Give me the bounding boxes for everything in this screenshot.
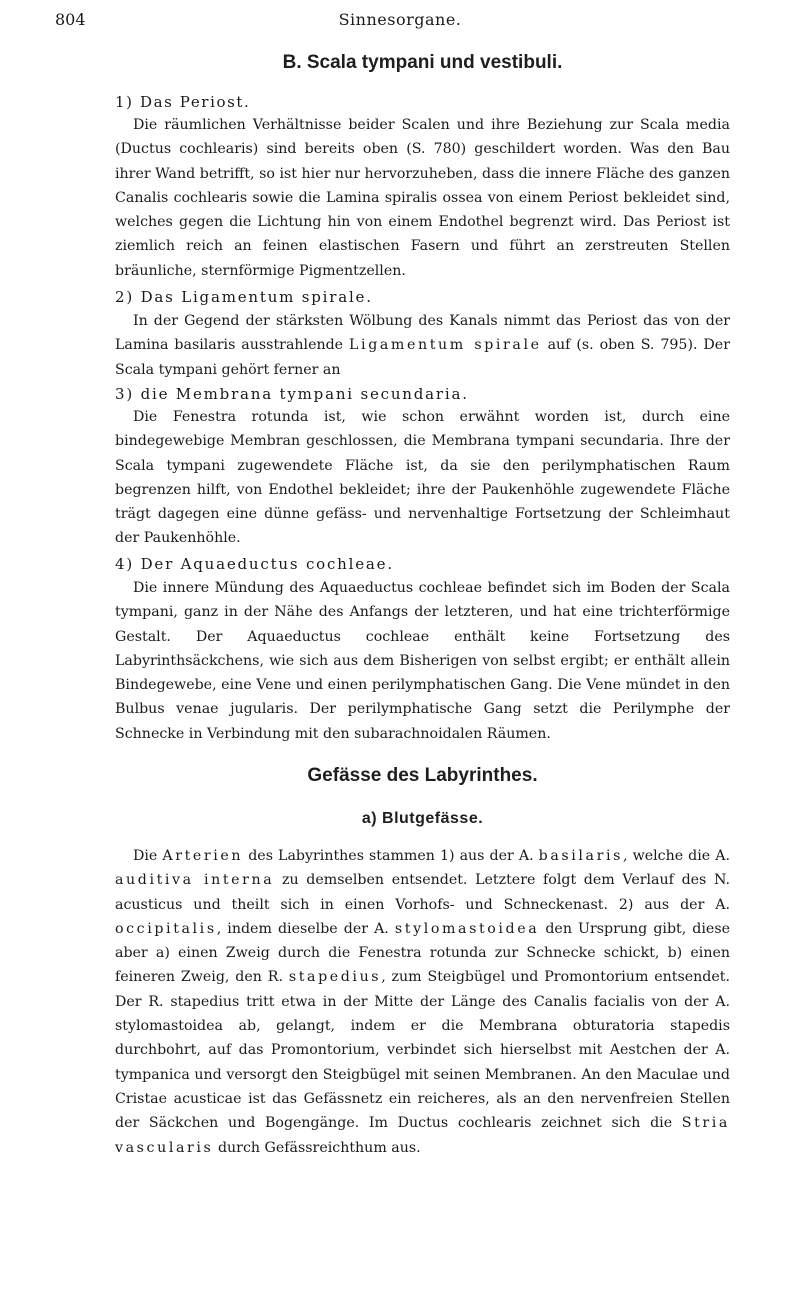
paragraph-ligamentum: In der Gegend der stärksten Wölbung des Kanals nimmt das Periost das von der Lamina basilaris ausstrahlende Ligamentum spirale auf (s. oben S. 795). Der Scala tympani gehört ferner an (115, 313, 730, 378)
page-number: 804 (55, 10, 86, 29)
subsection-blutgefaesse-title: a) Blutgefässe. (361, 810, 484, 827)
running-head (0, 10, 800, 36)
section-heading-gefaesse: Gefässe des Labyrinthes. (307, 765, 538, 786)
subsection-aquaeductus-title: 4) Der Aquaeductus cochleae. (115, 555, 394, 573)
paragraph-arterien: Die Arterien des Labyrinthes stammen 1) aus der A. basilaris, welche die A. auditiva interna zu demselben entsendet. Letztere folgt dem Verlauf des N. acusticus und theilt sich in einen Vorhofs- und Schneckenast. 2) aus der A. occipitalis, indem dieselbe der A. stylomastoidea den Ursprung gibt, diese aber a) einen Zweig durch die Fenestra rotunda zur Schnecke schickt, b) einen feineren Zweig, den R. stapedius, zum Steigbügel und Promontorium entsendet. Der R. stapedius tritt etwa in der Mitte der Länge des Canalis facialis von der A. stylomastoidea ab, gelangt, indem er die Membrana obturatoria stapedis durchbohrt, auf das Promontorium, verbindet sich hierselbst mit Aestchen der A. tympanica und versorgt den Steigbügel mit seinen Membranen. An den Maculae und Cristae acusticae ist das Gefässnetz ein reicheres, als an den nervenfreien Stellen der Säckchen und Bogengänge. Im Ductus cochlearis zeichnet sich die Stria vascularis durch Gefässreichthum aus. (115, 848, 731, 1156)
paragraph-aquaeductus: Die innere Mündung des Aquaeductus cochleae befindet sich im Boden der Scala tympani, ganz in der Nähe des Anfangs der letzteren, und hat eine trichterförmige Gestalt. Der Aquaeductus cochleae enthält keine Fortsetzung des Labyrinthsäckchens, wie sich aus dem Bisherigen von selbst ergibt; er enthält allein Bindegewebe, eine Vene und einen perilymphatischen Gang. Die Vene mündet in den Bulbus venae jugularis. Der perilymphatische Gang setzt die Perilymphe der Schnecke in Verbindung mit den subarachnoidalen Räumen. (115, 580, 730, 742)
term-ligamentum-spirale: Ligamentum spirale (349, 337, 542, 354)
subsection-ligamentum-title: 2) Das Ligamentum spirale. (115, 288, 373, 306)
paragraph-membrana: Die Fenestra rotunda ist, wie schon erwähnt worden ist, durch eine bindegewebige Membran geschlossen, die Membrana tympani secundaria. Ihre der Scala tympani zugewendete Fläche ist, da sie den perilymphatischen Raum begrenzen hilft, von Endothel bekleidet; ihre der Paukenhöhle zugewendete Fläche trägt dagegen eine dünne gefäss- und nervenhaltige Fortsetzung der Schleimhaut der Paukenhöhle. (115, 409, 730, 547)
subsection-periost-title: 1) Das Periost. (115, 93, 251, 111)
section-heading-scala: B. Scala tympani und vestibuli. (282, 52, 563, 73)
subsection-membrana-title: 3) die Membrana tympani secundaria. (115, 385, 469, 403)
paragraph-periost: Die räumlichen Verhältnisse beider Scalen und ihre Beziehung zur Scala media (Ductus cochlearis) sind bereits oben (S. 780) geschildert worden. Was den Bau ihrer Wand betrifft, so ist hier nur hervorzuheben, dass die innere Fläche des ganzen Canalis cochlearis sowie die Lamina spiralis ossea von einem Periost bekleidet sind, welches gegen die Lichtung hin von einem Endothel begrenzt wird. Das Periost ist ziemlich reich an feinen elastischen Fasern und führt an zerstreuten Stellen bräunliche, sternförmige Pigmentzellen. (115, 117, 730, 279)
running-title: Sinnesorgane. (338, 10, 462, 29)
